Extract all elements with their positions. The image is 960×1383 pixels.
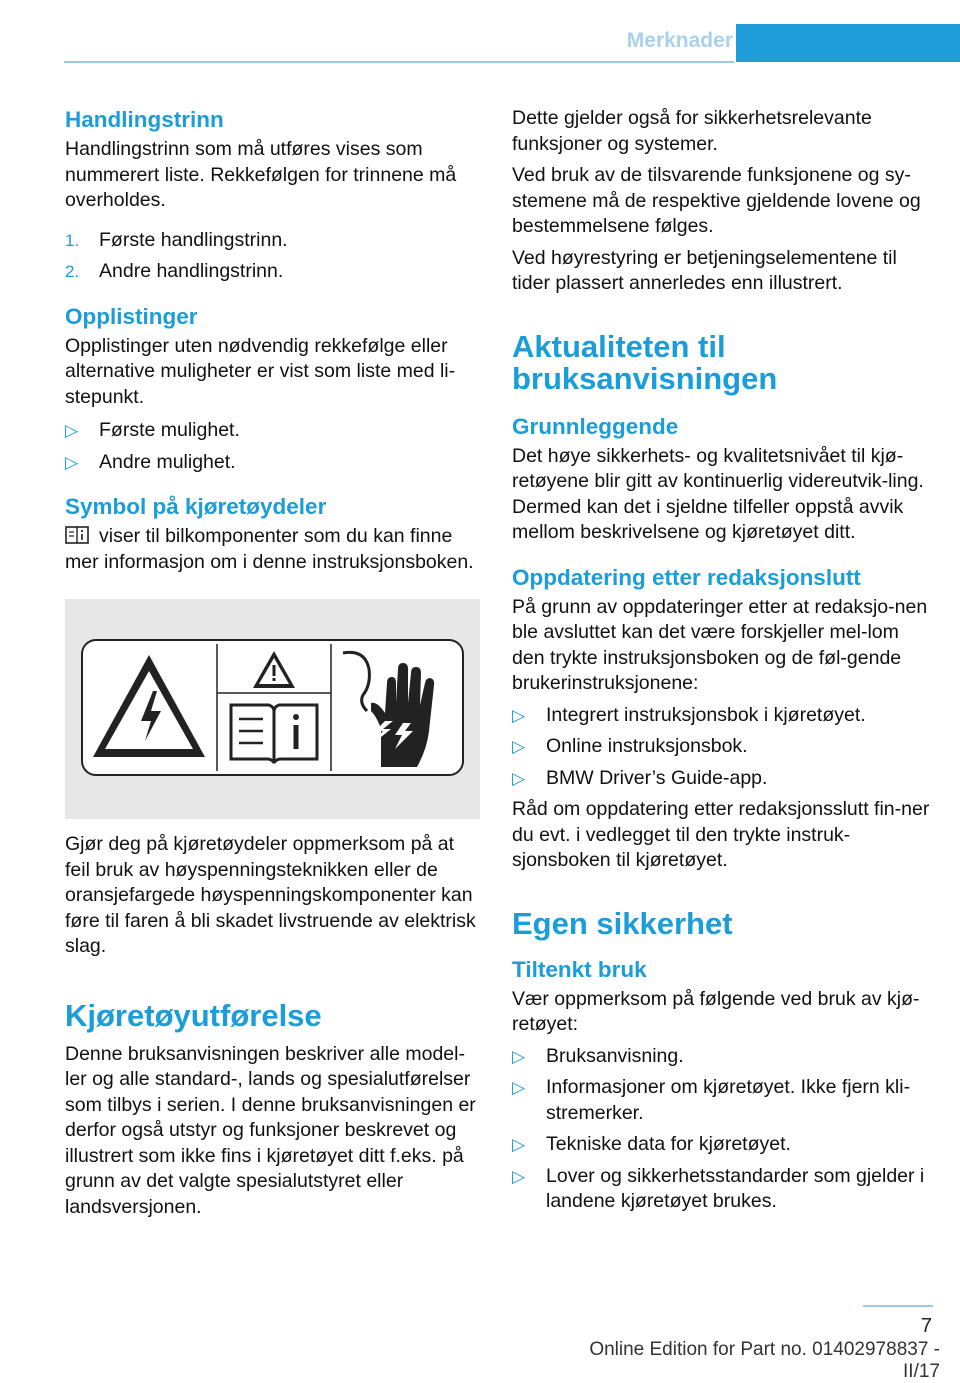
list-number: 1. [65,230,80,250]
list-item-text: Online instruksjonsbok. [546,735,748,757]
list-item-text: Første handlingstrinn. [99,228,288,251]
list-item [512,703,930,729]
list-item-text: BMW Driver’s Guide-app. [546,766,768,789]
bullet-list [512,1044,930,1215]
bullet-triangle-icon: ▷ [65,421,79,440]
bullet-triangle-icon: ▷ [512,1135,526,1154]
numbered-list [65,228,480,285]
list-item-text: Lover og sikkerhetsstandarder som gjelder i landene kjøretøyet brukes. [546,1164,925,1212]
high-voltage-warning-label-figure [65,599,480,819]
heading-aktualiteten: Aktualiteten til bruksanvisningen [512,328,778,396]
heading-egen-sikkerhet: Egen sikkerhet [512,905,733,941]
bullet-triangle-icon: ▷ [512,737,526,756]
paragraph: På grunn av oppdateringer etter at redaksjo-nen ble avsluttet kan det være forskjeller mel-lom den trykte instruksjonsboken og de føl-gende brukerinstruksjonene: [512,595,928,694]
heading-symbol: Symbol på kjøretøydeler [65,494,327,519]
paragraph: Det høye sikkerhets- og kvalitetsnivået til kjø-retøyene blir gitt av kontinuerlig videreutvik-ling. Dermed kan det i sjeldne tilfeller oppstå avvik mellom beskrivelsene og kjøretøyet ditt. [512,444,924,543]
section-label: Merknader [626,29,733,52]
bullet-triangle-icon: ▷ [65,452,79,472]
list-item [65,418,480,444]
bullet-triangle-icon: ▷ [512,1166,526,1186]
paragraph: Gjør deg på kjøretøydeler oppmerksom på at feil bruk av høyspenningsteknikken eller de oransjefargede høyspenningskomponenter kan føre til faren å bli skadet livstruende av elektrisk slag. [65,833,476,957]
bullet-triangle-icon: ▷ [512,1046,526,1066]
paragraph: Vær oppmerksom på følgende ved bruk av kjø-retøyet: [512,987,920,1035]
paragraph: Råd om oppdatering etter redaksjonsslutt fin-ner du evt. i vedlegget til den trykte instruk-sjonsboken til kjøretøyet. [512,798,930,871]
list-item [65,228,480,254]
book-info-icon [65,525,89,545]
heading-tiltenkt-bruk: Tiltenkt bruk [512,956,647,982]
heading-grunnleggende: Grunnleggende [512,413,679,439]
list-item [512,766,930,792]
heading-oppdatering: Oppdatering etter redaksjonslutt [512,564,861,590]
edition-footer: Online Edition for Part no. 01402978837 - II/17 [589,1339,940,1382]
list-item [512,734,930,760]
list-item-text: Bruksanvisning. [546,1044,684,1067]
bullet-list [512,703,930,792]
page-number: 7 [920,1315,932,1337]
heading-opplistinger: Opplistinger [65,303,198,329]
paragraph [65,524,480,575]
paragraph: Handlingstrinn som må utføres vises som nummerert liste. Rekkefølgen for trinnene må overholdes. [65,138,457,211]
list-number: 2. [65,262,80,281]
paragraph: Ved bruk av de tilsvarende funksjonene og sy-stemene må de respektive gjeldende lovene og bestemmelsene følges. [512,164,921,237]
list-item-text: Andre handlingstrinn. [99,260,284,282]
header-accent-bar [736,24,960,62]
list-item-text: Andre mulighet. [99,450,236,473]
heading-kjoretoyutforelse: Kjøretøyutførelse [65,997,322,1033]
paragraph: Dette gjelder også for sikkerhetsrelevante funksjoner og systemer. [512,107,872,155]
list-item-text: Informasjoner om kjøretøyet. Ikke fjern kli-stremerker. [546,1076,911,1124]
bullet-triangle-icon: ▷ [512,705,526,725]
list-item-text: Integrert instruksjonsbok i kjøretøyet. [546,703,866,726]
header-rule [64,61,734,63]
paragraph: Denne bruksanvisningen beskriver alle model-ler og alle standard-, lands og spesialutførelser som tilbys i serien. I denne bruksanvisningen er derfor også utstyr og funksjoner beskrevet og illustrert som ikke fins i kjøretøyet ditt f.eks. på grunn av det valgte spesialutstyret eller landsversjonen. [65,1042,476,1218]
left-column [65,106,480,1220]
warning-label-svg [65,599,480,819]
heading-handlingstrinn: Handlingstrinn [65,107,224,132]
paragraph: Opplistinger uten nødvendig rekkefølge eller alternative muligheter er vist som liste med li-stepunkt. [65,334,456,408]
right-column [512,106,930,1215]
footer-rule [863,1305,933,1307]
list-item [512,1044,930,1070]
bullet-list [65,418,480,475]
bullet-triangle-icon: ▷ [512,1078,526,1097]
list-item-text: Tekniske data for kjøretøyet. [546,1133,791,1155]
list-item [512,1164,930,1215]
bullet-triangle-icon: ▷ [512,768,526,788]
list-item [65,259,480,285]
list-item-text: Første mulighet. [99,419,240,441]
list-item [65,450,480,476]
symbol-description: viser til bilkomponenter som du kan finne mer informasjon om i denne instruksjonsboken. [65,525,474,573]
paragraph: Ved høyrestyring er betjeningselementene til tider plassert annerledes enn illustrert. [512,246,897,294]
list-item [512,1075,930,1126]
list-item [512,1132,930,1158]
